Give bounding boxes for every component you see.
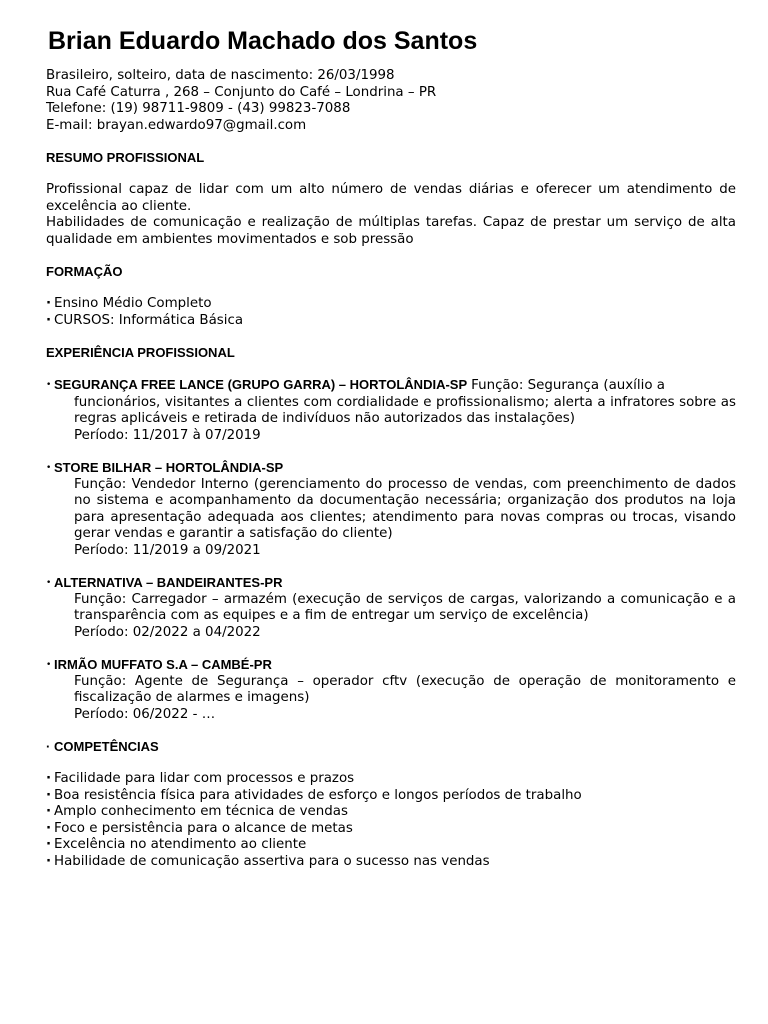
formacao-item: · Ensino Médio Completo <box>46 296 736 313</box>
competencia-item: · Boa resistência física para atividades de esforço e longos períodos de trabalho <box>46 788 736 805</box>
competencia-item: · Amplo conhecimento em técnica de vendas <box>46 804 736 821</box>
resumo-section <box>46 150 736 248</box>
job-function: Função: Vendedor Interno (gerenciamento do processo de vendas, com preenchimento de dados no sistema e acompanhamento da documentação necessária; organização dos produtos na loja para apresentação adequada aos clientes; atendimento para novas compras ou trocas, visando gerar vendas e garantir a satisfação do cliente) <box>74 476 736 541</box>
formacao-item: · CURSOS: Informática Básica <box>46 313 736 330</box>
formacao-section <box>46 264 736 329</box>
resume-page <box>46 24 736 870</box>
resumo-paragraph-1: Profissional capaz de lidar com um alto número de vendas diárias e oferecer um atendimento de excelência ao cliente. <box>46 182 736 214</box>
job-period: Período: 02/2022 a 04/2022 <box>74 624 261 640</box>
experiencia-section <box>46 345 736 723</box>
candidate-name: Brian Eduardo Machado dos Santos <box>48 27 478 55</box>
resumo-heading: RESUMO PROFISSIONAL <box>46 150 205 165</box>
job-company: ALTERNATIVA – BANDEIRANTES-PR <box>54 575 283 590</box>
job-function: Função: Carregador – armazém (execução de serviços de cargas, valorizando a comunicação e a transparência com as equipes e a fim de entregar um serviço de excelência) <box>74 591 736 623</box>
job-entry <box>46 460 736 559</box>
formacao-heading: FORMAÇÃO <box>46 264 123 279</box>
competencia-item: · Foco e persistência para o alcance de metas <box>46 821 736 838</box>
personal-info <box>46 68 736 134</box>
competencia-item: · Habilidade de comunicação assertiva para o sucesso nas vendas <box>46 854 736 871</box>
job-entry <box>46 575 736 641</box>
competencia-item: · Facilidade para lidar com processos e prazos <box>46 771 736 788</box>
info-line-personal: Brasileiro, solteiro, data de nascimento: 26/03/1998 <box>46 68 395 83</box>
job-company: IRMÃO MUFFATO S.A – CAMBÉ-PR <box>54 657 272 672</box>
experiencia-heading: EXPERIÊNCIA PROFISSIONAL <box>46 345 235 360</box>
competencias-section <box>46 739 736 870</box>
job-entry <box>46 657 736 723</box>
competencia-item: · Excelência no atendimento ao cliente <box>46 837 736 854</box>
job-period: Período: 06/2022 - … <box>74 706 216 722</box>
job-function: funcionários, visitantes a clientes com cordialidade e profissionalismo; alerta a infratores sobre as regras aplicáveis e retirada de indivíduos não autorizados das instalações) <box>74 394 736 426</box>
job-period: Período: 11/2019 a 09/2021 <box>74 542 261 558</box>
info-line-phone: Telefone: (19) 98711-9809 - (43) 99823-7088 <box>46 101 351 116</box>
resumo-paragraph-2: Habilidades de comunicação e realização de múltiplas tarefas. Capaz de prestar um serviço de alta qualidade em ambientes movimentados e sob pressão <box>46 215 736 247</box>
job-company: SEGURANÇA FREE LANCE (GRUPO GARRA) – HORTOLÂNDIA-SP <box>54 377 468 392</box>
info-line-address: Rua Café Caturra , 268 – Conjunto do Café – Londrina – PR <box>46 84 437 100</box>
job-function: Função: Agente de Segurança – operador cftv (execução de operação de monitoramento e fiscalização de alarmes e imagens) <box>74 673 736 705</box>
job-period: Período: 11/2017 à 07/2019 <box>74 427 261 443</box>
job-entry <box>46 377 736 444</box>
job-company: STORE BILHAR – HORTOLÂNDIA-SP <box>54 460 284 475</box>
info-line-email: E-mail: brayan.edwardo97@gmail.com <box>46 117 307 133</box>
competencias-heading: · COMPETÊNCIAS <box>46 739 736 755</box>
job-function-inline: Função: Segurança (auxílio a <box>471 378 666 393</box>
